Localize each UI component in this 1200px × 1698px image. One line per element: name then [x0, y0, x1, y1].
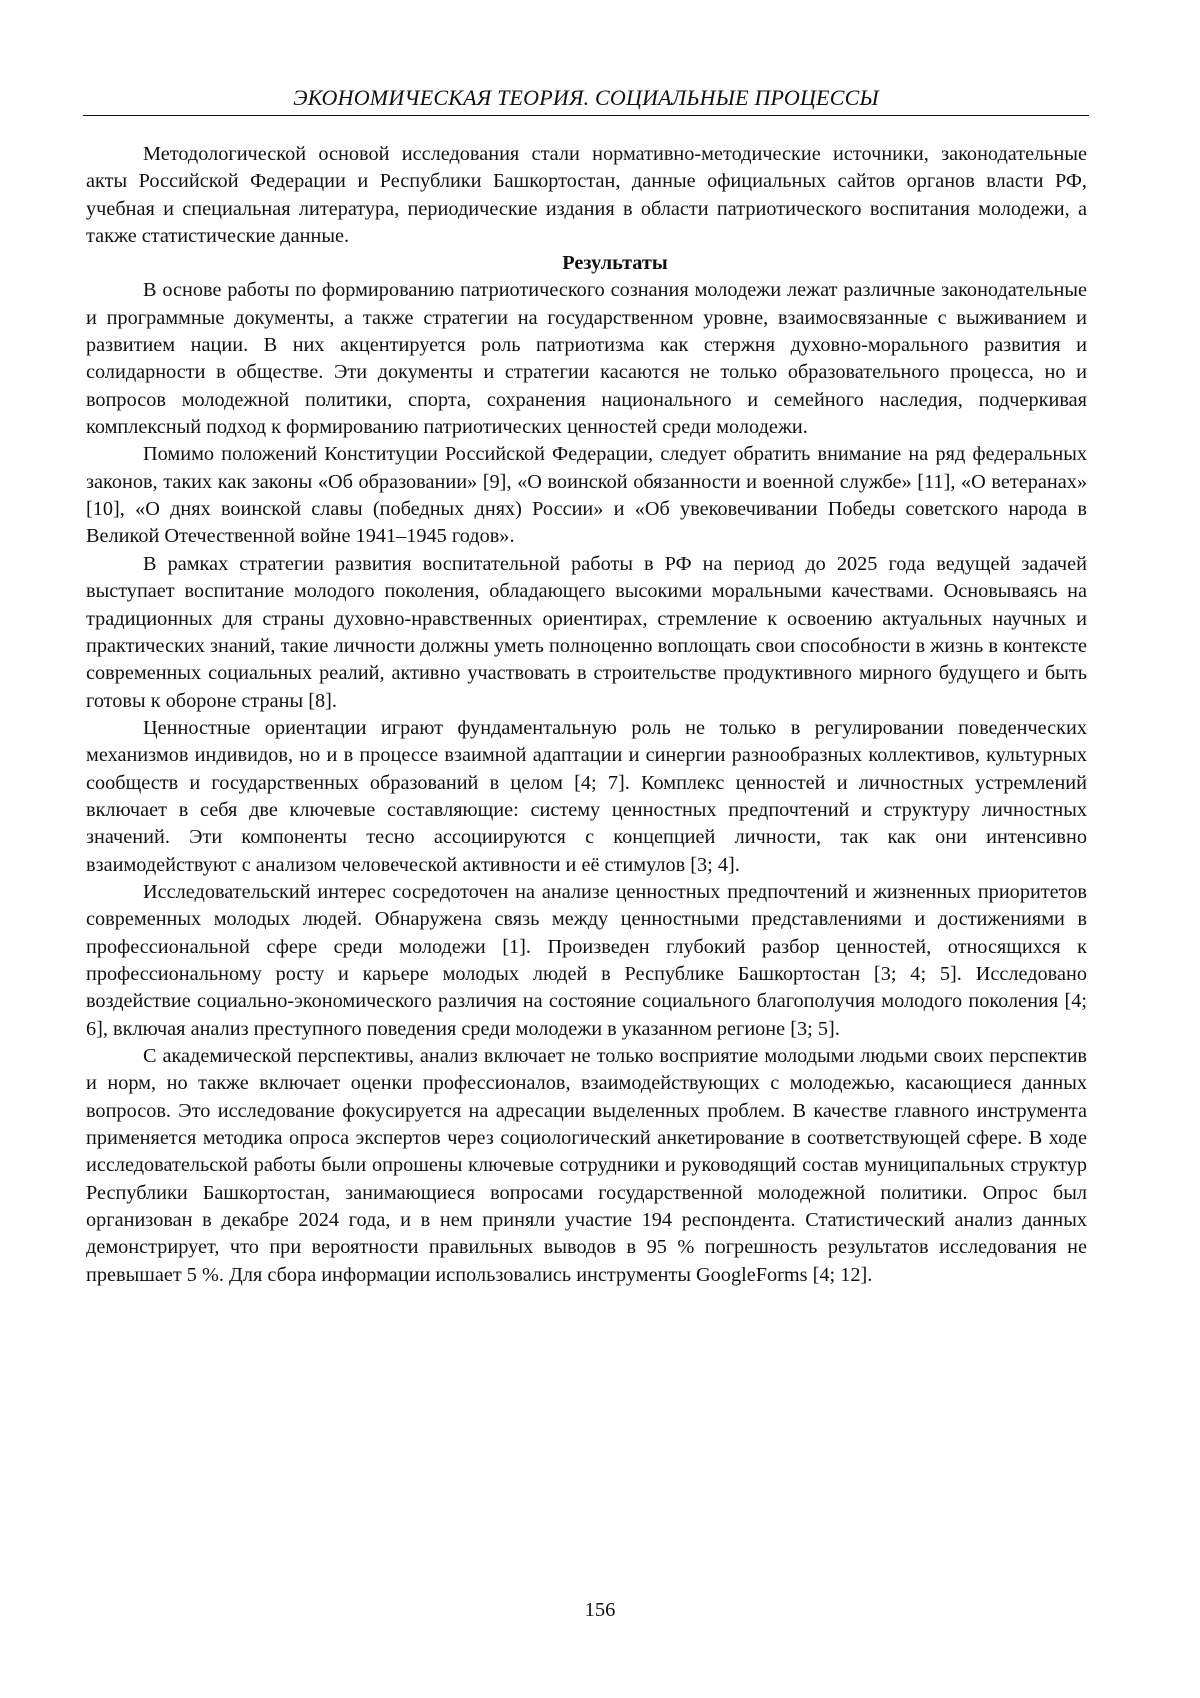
results-paragraph-4: Ценностные ориентации играют фундаментальную роль не только в регулировании поведенческих механизмов индивидов, но и в процессе взаимной адаптации и синергии разнообразных коллективов, культурных сообществ и государственных образований в целом [4; 7]. Комплекс ценностей и личностных устремлений включает в себя две ключевые составляющие: систему ценностных предпочтений и структуру личностных значений. Эти компоненты тесно ассоциируются с концепцией личности, так как они интенсивно взаимодействуют с анализом человеческой активности и её стимулов [3; 4].	[86, 715, 1087, 879]
header-divider	[83, 115, 1089, 116]
results-paragraph-5: Исследовательский интерес сосредоточен на анализе ценностных предпочтений и жизненных приоритетов современных молодых людей. Обнаружена связь между ценностными представлениями и достижениями в профессиональной сфере среди молодежи [1]. Произведен глубокий разбор ценностей, относящихся к профессиональному росту и карьере молодых людей в Республике Башкортостан [3; 4; 5]. Исследовано воздействие социально-экономического различия на состояние социального благополучия молодого поколения [4; 6], включая анализ преступного поведения среди молодежи в указанном регионе [3; 5].	[86, 879, 1087, 1043]
results-paragraph-2: Помимо положений Конституции Российской Федерации, следует обратить внимание на ряд федеральных законов, таких как законы «Об образовании» [9], «О воинской обязанности и военной службе» [11], «О ветеранах» [10], «О днях воинской славы (победных днях) России» и «Об увековечивании Победы советского народа в Великой Отечественной войне 1941–1945 годов».	[86, 441, 1087, 550]
intro-paragraph: Методологической основой исследования стали нормативно-методические источники, законодательные акты Российской Федерации и Республики Башкортостан, данные официальных сайтов органов власти РФ, учебная и специальная литература, периодические издания в области патриотического воспитания молодежи, а также статистические данные.	[86, 141, 1087, 250]
running-head-title: ЭКОНОМИЧЕСКАЯ ТЕОРИЯ. СОЦИАЛЬНЫЕ ПРОЦЕССЫ	[83, 84, 1089, 112]
journal-page	[0, 0, 1200, 1698]
section-title-results: Результаты	[86, 250, 1087, 277]
article-body	[86, 141, 1087, 1289]
results-paragraph-3: В рамках стратегии развития воспитательной работы в РФ на период до 2025 года ведущей задачей выступает воспитание молодого поколения, обладающего высокими моральными качествами. Основываясь на традиционных для страны духовно-нравственных ориентирах, стремление к освоению актуальных научных и практических знаний, такие личности должны уметь полноценно воплощать свои способности в жизнь в контексте современных социальных реалий, активно участвовать в строительстве продуктивного мирного будущего и быть готовы к обороне страны [8].	[86, 551, 1087, 715]
results-paragraph-1: В основе работы по формированию патриотического сознания молодежи лежат различные законодательные и программные документы, а также стратегии на государственном уровне, взаимосвязанные с выживанием и развитием нации. В них акцентируется роль патриотизма как стержня духовно-морального развития и солидарности в обществе. Эти документы и стратегии касаются не только образовательного процесса, но и вопросов молодежной политики, спорта, сохранения национального и семейного наследия, подчеркивая комплексный подход к формированию патриотических ценностей среди молодежи.	[86, 277, 1087, 441]
page-number: 156	[0, 1597, 1200, 1623]
results-paragraph-6: С академической перспективы, анализ включает не только восприятие молодыми людьми своих перспектив и норм, но также включает оценки профессионалов, взаимодействующих с молодежью, касающиеся данных вопросов. Это исследование фокусируется на адресации выделенных проблем. В качестве главного инструмента применяется методика опроса экспертов через социологический анкетирование в соответствующей сфере. В ходе исследовательской работы были опрошены ключевые сотрудники и руководящий состав муниципальных структур Республики Башкортостан, занимающиеся вопросами государственной молодежной политики. Опрос был организован в декабре 2024 года, и в нем приняли участие 194 респондента. Статистический анализ данных демонстрирует, что при вероятности правильных выводов в 95 % погрешность результатов исследования не превышает 5 %. Для сбора информации использовались инструменты GoogleForms [4; 12].	[86, 1043, 1087, 1289]
